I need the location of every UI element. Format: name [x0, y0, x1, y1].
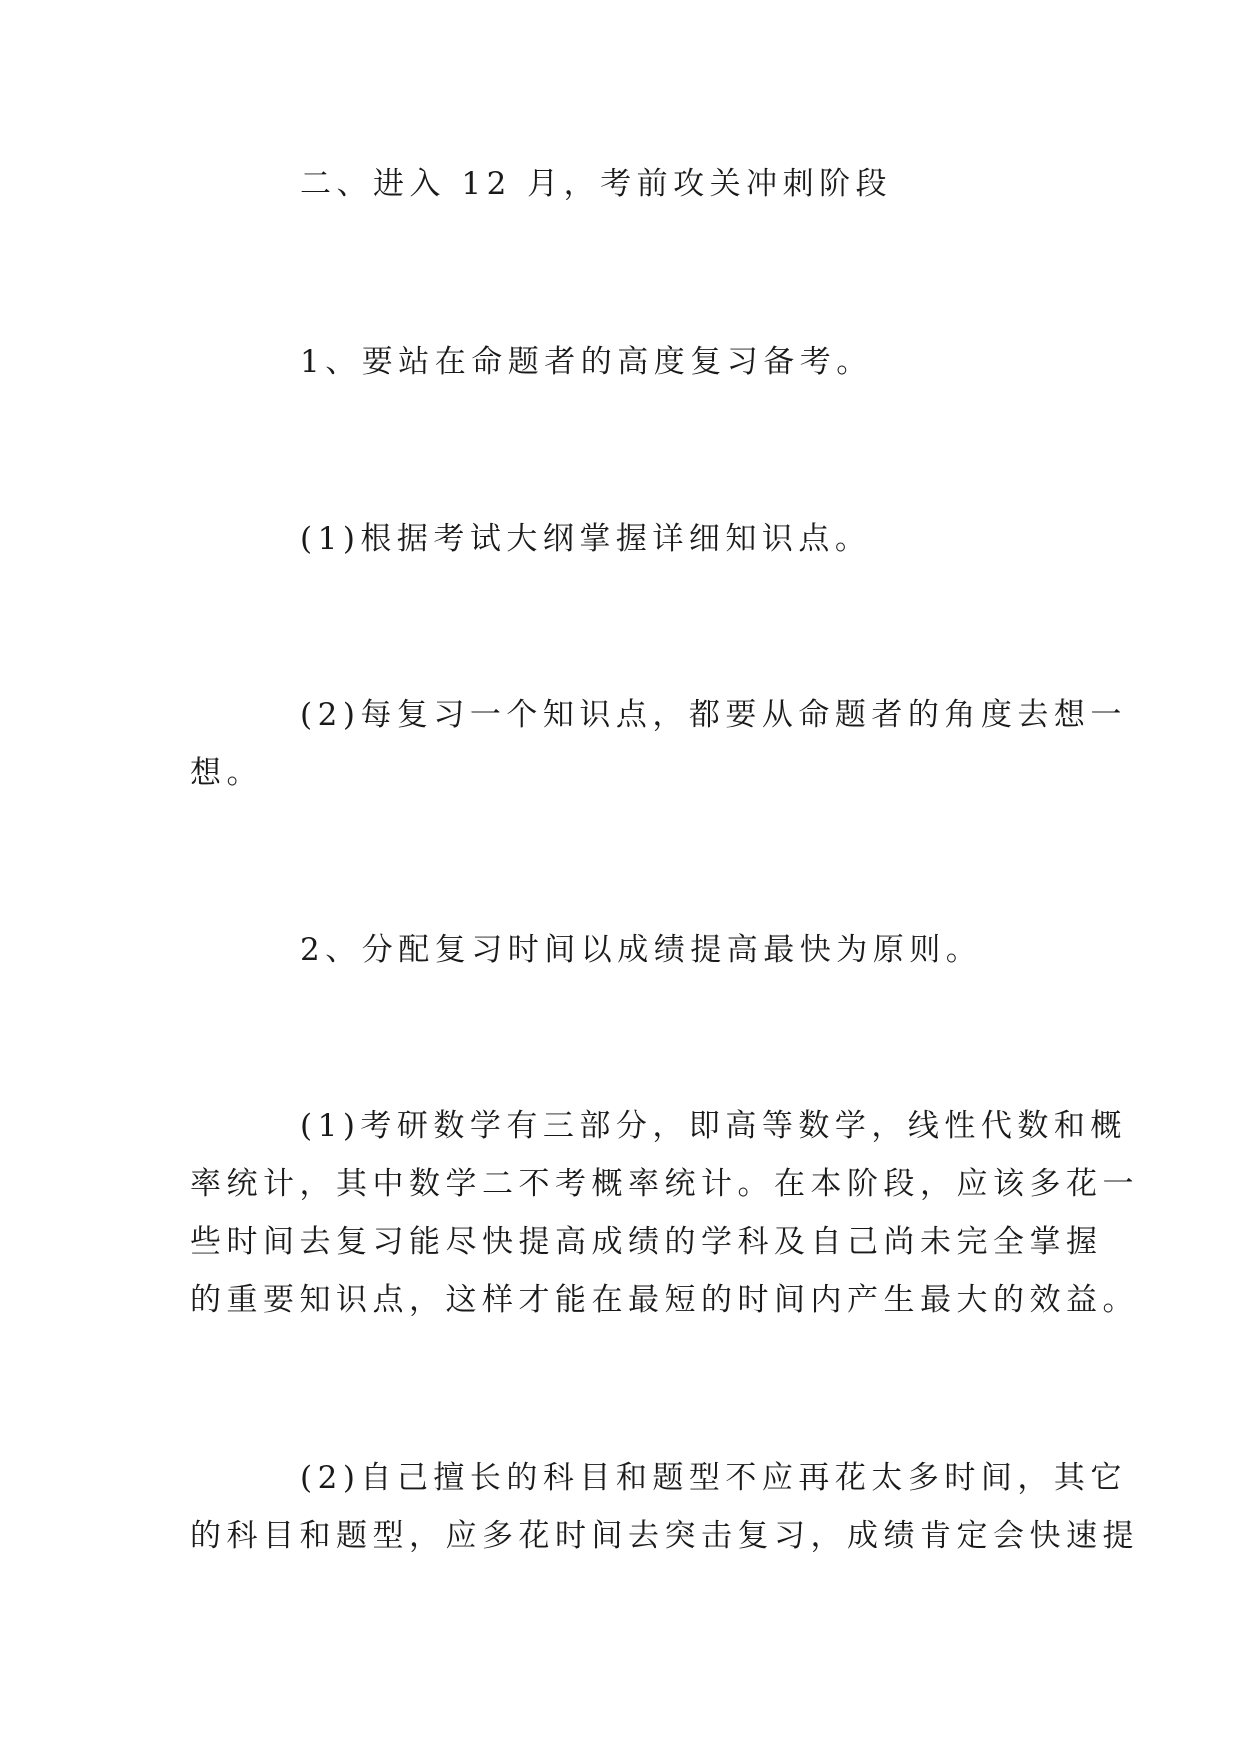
point-1-item-1: (1)根据考试大纲掌握详细知识点。 [300, 521, 872, 557]
point-1-item-2-line-1: (2)每复习一个知识点，都要从命题者的角度去想一 [300, 697, 1127, 733]
point-2-item-1-line-2: 率统计，其中数学二不考概率统计。在本阶段，应该多花一 [190, 1166, 1139, 1202]
point-2-item-1-line-4: 的重要知识点，这样才能在最短的时间内产生最大的效益。 [190, 1282, 1139, 1318]
point-2-item-2-line-1: (2)自己擅长的科目和题型不应再花太多时间，其它 [300, 1460, 1127, 1496]
point-1-item-2-line-2: 想。 [190, 755, 263, 791]
point-2-heading: 2、分配复习时间以成绩提高最快为原则。 [300, 932, 983, 968]
point-1-heading: 1、要站在命题者的高度复习备考。 [300, 344, 873, 380]
point-2-item-2-line-2: 的科目和题型，应多花时间去突击复习，成绩肯定会快速提 [190, 1518, 1139, 1554]
section-heading: 二、进入 12 月，考前攻关冲刺阶段 [300, 166, 893, 202]
point-2-item-1-line-1: (1)考研数学有三部分，即高等数学，线性代数和概 [300, 1108, 1127, 1144]
point-2-item-1-line-3: 些时间去复习能尽快提高成绩的学科及自己尚未完全掌握 [190, 1224, 1103, 1260]
